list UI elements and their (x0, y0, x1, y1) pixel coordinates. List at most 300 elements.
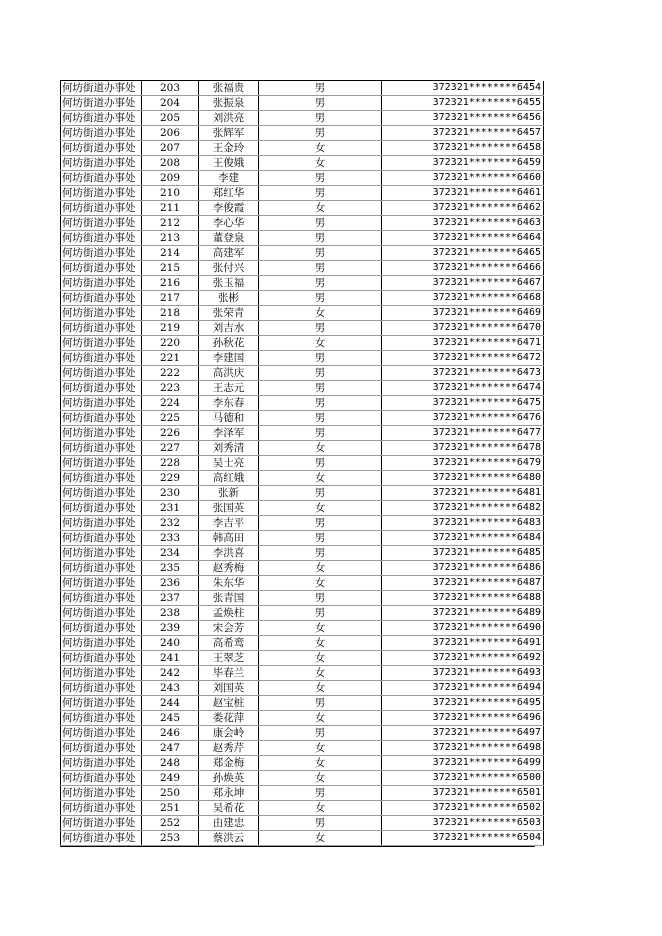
office-cell[interactable]: 何坊街道办事处 (61, 471, 142, 486)
office-cell[interactable]: 何坊街道办事处 (61, 126, 142, 141)
id-number-cell[interactable]: 372321********6480 (382, 471, 544, 486)
office-cell[interactable]: 何坊街道办事处 (61, 411, 142, 426)
id-number-cell[interactable]: 372321********6484 (382, 531, 544, 546)
table-row (61, 396, 544, 411)
table-row (61, 336, 544, 351)
person-name-cell[interactable]: 张付兴 (199, 261, 259, 276)
person-name-cell[interactable]: 李东春 (199, 396, 259, 411)
table-row (61, 171, 544, 186)
table-row (61, 801, 544, 816)
id-number-cell[interactable]: 372321********6454 (382, 81, 544, 96)
serial-number-cell[interactable]: 208 (142, 156, 199, 171)
table-row (61, 756, 544, 771)
office-cell[interactable]: 何坊街道办事处 (61, 291, 142, 306)
gender-cell[interactable]: 男 (259, 411, 382, 426)
id-number-cell[interactable]: 372321********6459 (382, 156, 544, 171)
table-row (61, 471, 544, 486)
table-row (61, 111, 544, 126)
office-cell[interactable]: 何坊街道办事处 (61, 741, 142, 756)
gender-cell[interactable]: 男 (259, 246, 382, 261)
table-row (61, 351, 544, 366)
serial-number-cell[interactable]: 216 (142, 276, 199, 291)
person-name-cell[interactable]: 朱东华 (199, 576, 259, 591)
person-name-cell[interactable]: 韩高田 (199, 531, 259, 546)
id-number-cell[interactable]: 372321********6496 (382, 711, 544, 726)
serial-number-cell[interactable]: 250 (142, 786, 199, 801)
serial-number-cell[interactable]: 244 (142, 696, 199, 711)
id-number-cell[interactable]: 372321********6498 (382, 741, 544, 756)
gender-cell[interactable]: 女 (259, 501, 382, 516)
person-name-cell[interactable]: 孙焕英 (199, 771, 259, 786)
serial-number-cell[interactable]: 218 (142, 306, 199, 321)
gender-cell[interactable]: 女 (259, 441, 382, 456)
office-cell[interactable]: 何坊街道办事处 (61, 171, 142, 186)
gender-cell[interactable]: 女 (259, 711, 382, 726)
serial-number-cell[interactable]: 238 (142, 606, 199, 621)
serial-number-cell[interactable]: 203 (142, 81, 199, 96)
person-name-cell[interactable]: 张国英 (199, 501, 259, 516)
person-name-cell[interactable]: 李建 (199, 171, 259, 186)
gender-cell[interactable]: 男 (259, 171, 382, 186)
gender-cell[interactable]: 男 (259, 366, 382, 381)
gender-cell[interactable]: 男 (259, 381, 382, 396)
serial-number-cell[interactable]: 251 (142, 801, 199, 816)
gender-cell[interactable]: 女 (259, 141, 382, 156)
gender-cell[interactable]: 女 (259, 621, 382, 636)
id-number-cell[interactable]: 372321********6503 (382, 816, 544, 831)
serial-number-cell[interactable]: 210 (142, 186, 199, 201)
gender-cell[interactable]: 女 (259, 576, 382, 591)
gender-cell[interactable]: 男 (259, 261, 382, 276)
gender-cell[interactable]: 男 (259, 786, 382, 801)
table-row (61, 321, 544, 336)
office-cell[interactable]: 何坊街道办事处 (61, 456, 142, 471)
gender-cell[interactable]: 女 (259, 561, 382, 576)
id-number-cell[interactable]: 372321********6469 (382, 306, 544, 321)
person-name-cell[interactable]: 张振泉 (199, 96, 259, 111)
office-cell[interactable]: 何坊街道办事处 (61, 666, 142, 681)
person-name-cell[interactable]: 李吉平 (199, 516, 259, 531)
office-cell[interactable]: 何坊街道办事处 (61, 366, 142, 381)
id-number-cell[interactable]: 372321********6470 (382, 321, 544, 336)
id-number-cell[interactable]: 372321********6493 (382, 666, 544, 681)
serial-number-cell[interactable]: 217 (142, 291, 199, 306)
person-name-cell[interactable]: 刘洪亮 (199, 111, 259, 126)
serial-number-cell[interactable]: 227 (142, 441, 199, 456)
office-cell[interactable]: 何坊街道办事处 (61, 546, 142, 561)
table-row (61, 606, 544, 621)
gender-cell[interactable]: 女 (259, 651, 382, 666)
id-number-cell[interactable]: 372321********6501 (382, 786, 544, 801)
office-cell[interactable]: 何坊街道办事处 (61, 426, 142, 441)
serial-number-cell[interactable]: 245 (142, 711, 199, 726)
id-number-cell[interactable]: 372321********6474 (382, 381, 544, 396)
table-row (61, 366, 544, 381)
person-name-cell[interactable]: 毕春兰 (199, 666, 259, 681)
id-number-cell[interactable]: 372321********6458 (382, 141, 544, 156)
office-cell[interactable]: 何坊街道办事处 (61, 156, 142, 171)
gender-cell[interactable]: 女 (259, 681, 382, 696)
serial-number-cell[interactable]: 229 (142, 471, 199, 486)
person-name-cell[interactable]: 刘吉水 (199, 321, 259, 336)
table-row (61, 306, 544, 321)
gender-cell[interactable]: 男 (259, 426, 382, 441)
id-number-cell[interactable]: 372321********6463 (382, 216, 544, 231)
office-cell[interactable]: 何坊街道办事处 (61, 726, 142, 741)
person-name-cell[interactable]: 郑永坤 (199, 786, 259, 801)
office-cell[interactable]: 何坊街道办事处 (61, 576, 142, 591)
spreadsheet-table (60, 80, 541, 847)
person-name-cell[interactable]: 张青国 (199, 591, 259, 606)
person-name-cell[interactable]: 郑红华 (199, 186, 259, 201)
id-number-cell[interactable]: 372321********6487 (382, 576, 544, 591)
table-row (61, 546, 544, 561)
office-cell[interactable]: 何坊街道办事处 (61, 351, 142, 366)
gender-cell[interactable]: 男 (259, 186, 382, 201)
person-name-cell[interactable]: 李建国 (199, 351, 259, 366)
serial-number-cell[interactable]: 214 (142, 246, 199, 261)
office-cell[interactable]: 何坊街道办事处 (61, 396, 142, 411)
serial-number-cell[interactable]: 225 (142, 411, 199, 426)
person-name-cell[interactable]: 高洪庆 (199, 366, 259, 381)
person-name-cell[interactable]: 孟焕柱 (199, 606, 259, 621)
table-row (61, 831, 544, 846)
id-number-cell[interactable]: 372321********6477 (382, 426, 544, 441)
id-number-cell[interactable]: 372321********6468 (382, 291, 544, 306)
office-cell[interactable]: 何坊街道办事处 (61, 186, 142, 201)
person-name-cell[interactable]: 吴士亮 (199, 456, 259, 471)
person-name-cell[interactable]: 康会岭 (199, 726, 259, 741)
gender-cell[interactable]: 男 (259, 276, 382, 291)
id-number-cell[interactable]: 372321********6473 (382, 366, 544, 381)
office-cell[interactable]: 何坊街道办事处 (61, 636, 142, 651)
table-row (61, 246, 544, 261)
office-cell[interactable]: 何坊街道办事处 (61, 231, 142, 246)
gender-cell[interactable]: 女 (259, 831, 382, 846)
table-row (61, 81, 544, 96)
serial-number-cell[interactable]: 243 (142, 681, 199, 696)
office-cell[interactable]: 何坊街道办事处 (61, 561, 142, 576)
person-name-cell[interactable]: 赵秀芹 (199, 741, 259, 756)
office-cell[interactable]: 何坊街道办事处 (61, 681, 142, 696)
person-name-cell[interactable]: 王俊娥 (199, 156, 259, 171)
person-name-cell[interactable]: 高希鸾 (199, 636, 259, 651)
serial-number-cell[interactable]: 235 (142, 561, 199, 576)
person-name-cell[interactable]: 李俊霞 (199, 201, 259, 216)
serial-number-cell[interactable]: 223 (142, 381, 199, 396)
office-cell[interactable]: 何坊街道办事处 (61, 96, 142, 111)
gender-cell[interactable]: 男 (259, 216, 382, 231)
gender-cell[interactable]: 男 (259, 96, 382, 111)
table-row (61, 276, 544, 291)
table-row (61, 816, 544, 831)
office-cell[interactable]: 何坊街道办事处 (61, 591, 142, 606)
serial-number-cell[interactable]: 247 (142, 741, 199, 756)
id-number-cell[interactable]: 372321********6471 (382, 336, 544, 351)
table-row (61, 261, 544, 276)
office-cell[interactable]: 何坊街道办事处 (61, 801, 142, 816)
table-row (61, 141, 544, 156)
table-row (61, 411, 544, 426)
serial-number-cell[interactable]: 239 (142, 621, 199, 636)
person-name-cell[interactable]: 赵宝桩 (199, 696, 259, 711)
serial-number-cell[interactable]: 234 (142, 546, 199, 561)
roster-table (60, 81, 544, 846)
serial-number-cell[interactable]: 231 (142, 501, 199, 516)
id-number-cell[interactable]: 372321********6475 (382, 396, 544, 411)
serial-number-cell[interactable]: 209 (142, 171, 199, 186)
id-number-cell[interactable]: 372321********6494 (382, 681, 544, 696)
gender-cell[interactable]: 女 (259, 801, 382, 816)
table-body (61, 81, 544, 846)
person-name-cell[interactable]: 蔡洪云 (199, 831, 259, 846)
gender-cell[interactable]: 男 (259, 231, 382, 246)
office-cell[interactable]: 何坊街道办事处 (61, 756, 142, 771)
person-name-cell[interactable]: 孙秋花 (199, 336, 259, 351)
office-cell[interactable]: 何坊街道办事处 (61, 501, 142, 516)
person-name-cell[interactable]: 宋会芳 (199, 621, 259, 636)
person-name-cell[interactable]: 李心华 (199, 216, 259, 231)
serial-number-cell[interactable]: 219 (142, 321, 199, 336)
gender-cell[interactable]: 男 (259, 546, 382, 561)
person-name-cell[interactable]: 郑金梅 (199, 756, 259, 771)
gender-cell[interactable]: 女 (259, 666, 382, 681)
serial-number-cell[interactable]: 248 (142, 756, 199, 771)
serial-number-cell[interactable]: 211 (142, 201, 199, 216)
serial-number-cell[interactable]: 224 (142, 396, 199, 411)
id-number-cell[interactable]: 372321********6502 (382, 801, 544, 816)
office-cell[interactable]: 何坊街道办事处 (61, 306, 142, 321)
id-number-cell[interactable]: 372321********6497 (382, 726, 544, 741)
serial-number-cell[interactable]: 232 (142, 516, 199, 531)
gender-cell[interactable]: 男 (259, 81, 382, 96)
person-name-cell[interactable]: 李洪喜 (199, 546, 259, 561)
gender-cell[interactable]: 男 (259, 606, 382, 621)
table-row (61, 561, 544, 576)
gender-cell[interactable]: 女 (259, 771, 382, 786)
table-row (61, 231, 544, 246)
table-row (61, 531, 544, 546)
person-name-cell[interactable]: 王志元 (199, 381, 259, 396)
office-cell[interactable]: 何坊街道办事处 (61, 276, 142, 291)
table-row (61, 636, 544, 651)
gender-cell[interactable]: 男 (259, 726, 382, 741)
gender-cell[interactable]: 男 (259, 126, 382, 141)
id-number-cell[interactable]: 372321********6495 (382, 696, 544, 711)
id-number-cell[interactable]: 372321********6489 (382, 606, 544, 621)
gender-cell[interactable]: 女 (259, 756, 382, 771)
gender-cell[interactable]: 男 (259, 396, 382, 411)
office-cell[interactable]: 何坊街道办事处 (61, 111, 142, 126)
id-number-cell[interactable]: 372321********6488 (382, 591, 544, 606)
office-cell[interactable]: 何坊街道办事处 (61, 441, 142, 456)
table-row (61, 186, 544, 201)
id-number-cell[interactable]: 372321********6457 (382, 126, 544, 141)
person-name-cell[interactable]: 张辉军 (199, 126, 259, 141)
serial-number-cell[interactable]: 206 (142, 126, 199, 141)
person-name-cell[interactable]: 张新 (199, 486, 259, 501)
serial-number-cell[interactable]: 233 (142, 531, 199, 546)
person-name-cell[interactable]: 由建忠 (199, 816, 259, 831)
table-row (61, 696, 544, 711)
table-row (61, 621, 544, 636)
id-number-cell[interactable]: 372321********6466 (382, 261, 544, 276)
gender-cell[interactable]: 女 (259, 156, 382, 171)
table-row (61, 651, 544, 666)
serial-number-cell[interactable]: 212 (142, 216, 199, 231)
office-cell[interactable]: 何坊街道办事处 (61, 141, 142, 156)
gender-cell[interactable]: 男 (259, 516, 382, 531)
serial-number-cell[interactable]: 242 (142, 666, 199, 681)
person-name-cell[interactable]: 赵秀梅 (199, 561, 259, 576)
person-name-cell[interactable]: 张玉福 (199, 276, 259, 291)
id-number-cell[interactable]: 372321********6476 (382, 411, 544, 426)
serial-number-cell[interactable]: 246 (142, 726, 199, 741)
serial-number-cell[interactable]: 226 (142, 426, 199, 441)
gender-cell[interactable]: 女 (259, 201, 382, 216)
serial-number-cell[interactable]: 241 (142, 651, 199, 666)
id-number-cell[interactable]: 372321********6472 (382, 351, 544, 366)
id-number-cell[interactable]: 372321********6504 (382, 831, 544, 846)
person-name-cell[interactable]: 吴希花 (199, 801, 259, 816)
id-number-cell[interactable]: 372321********6485 (382, 546, 544, 561)
office-cell[interactable]: 何坊街道办事处 (61, 651, 142, 666)
id-number-cell[interactable]: 372321********6482 (382, 501, 544, 516)
office-cell[interactable]: 何坊街道办事处 (61, 336, 142, 351)
person-name-cell[interactable]: 王翠芝 (199, 651, 259, 666)
id-number-cell[interactable]: 372321********6499 (382, 756, 544, 771)
serial-number-cell[interactable]: 220 (142, 336, 199, 351)
serial-number-cell[interactable]: 213 (142, 231, 199, 246)
serial-number-cell[interactable]: 204 (142, 96, 199, 111)
serial-number-cell[interactable]: 252 (142, 816, 199, 831)
id-number-cell[interactable]: 372321********6462 (382, 201, 544, 216)
id-number-cell[interactable]: 372321********6486 (382, 561, 544, 576)
table-row (61, 201, 544, 216)
office-cell[interactable]: 何坊街道办事处 (61, 711, 142, 726)
person-name-cell[interactable]: 张荣青 (199, 306, 259, 321)
gender-cell[interactable]: 女 (259, 636, 382, 651)
gender-cell[interactable]: 男 (259, 531, 382, 546)
id-number-cell[interactable]: 372321********6490 (382, 621, 544, 636)
gender-cell[interactable]: 女 (259, 336, 382, 351)
gender-cell[interactable]: 女 (259, 741, 382, 756)
table-row (61, 456, 544, 471)
table-row (61, 501, 544, 516)
serial-number-cell[interactable]: 228 (142, 456, 199, 471)
table-row (61, 216, 544, 231)
gender-cell[interactable]: 男 (259, 456, 382, 471)
office-cell[interactable]: 何坊街道办事处 (61, 486, 142, 501)
id-number-cell[interactable]: 372321********6481 (382, 486, 544, 501)
gender-cell[interactable]: 女 (259, 306, 382, 321)
person-name-cell[interactable]: 王金玲 (199, 141, 259, 156)
serial-number-cell[interactable]: 237 (142, 591, 199, 606)
serial-number-cell[interactable]: 236 (142, 576, 199, 591)
gender-cell[interactable]: 男 (259, 696, 382, 711)
person-name-cell[interactable]: 张彬 (199, 291, 259, 306)
person-name-cell[interactable]: 刘秀清 (199, 441, 259, 456)
gender-cell[interactable]: 男 (259, 816, 382, 831)
person-name-cell[interactable]: 张福贵 (199, 81, 259, 96)
gender-cell[interactable]: 男 (259, 111, 382, 126)
gender-cell[interactable]: 女 (259, 471, 382, 486)
serial-number-cell[interactable]: 253 (142, 831, 199, 846)
serial-number-cell[interactable]: 230 (142, 486, 199, 501)
person-name-cell[interactable]: 李泽军 (199, 426, 259, 441)
office-cell[interactable]: 何坊街道办事处 (61, 321, 142, 336)
id-number-cell[interactable]: 372321********6464 (382, 231, 544, 246)
gender-cell[interactable]: 男 (259, 351, 382, 366)
serial-number-cell[interactable]: 205 (142, 111, 199, 126)
id-number-cell[interactable]: 372321********6479 (382, 456, 544, 471)
office-cell[interactable]: 何坊街道办事处 (61, 81, 142, 96)
table-row (61, 381, 544, 396)
office-cell[interactable]: 何坊街道办事处 (61, 216, 142, 231)
id-number-cell[interactable]: 372321********6455 (382, 96, 544, 111)
table-row (61, 771, 544, 786)
id-number-cell[interactable]: 372321********6492 (382, 651, 544, 666)
id-number-cell[interactable]: 372321********6483 (382, 516, 544, 531)
table-row (61, 711, 544, 726)
person-name-cell[interactable]: 娄花萍 (199, 711, 259, 726)
id-number-cell[interactable]: 372321********6465 (382, 246, 544, 261)
serial-number-cell[interactable]: 240 (142, 636, 199, 651)
table-row (61, 291, 544, 306)
office-cell[interactable]: 何坊街道办事处 (61, 606, 142, 621)
person-name-cell[interactable]: 董登泉 (199, 231, 259, 246)
office-cell[interactable]: 何坊街道办事处 (61, 771, 142, 786)
table-row (61, 426, 544, 441)
office-cell[interactable]: 何坊街道办事处 (61, 696, 142, 711)
gender-cell[interactable]: 男 (259, 486, 382, 501)
gender-cell[interactable]: 男 (259, 591, 382, 606)
office-cell[interactable]: 何坊街道办事处 (61, 816, 142, 831)
gender-cell[interactable]: 男 (259, 321, 382, 336)
id-number-cell[interactable]: 372321********6467 (382, 276, 544, 291)
serial-number-cell[interactable]: 215 (142, 261, 199, 276)
id-number-cell[interactable]: 372321********6491 (382, 636, 544, 651)
serial-number-cell[interactable]: 207 (142, 141, 199, 156)
office-cell[interactable]: 何坊街道办事处 (61, 516, 142, 531)
person-name-cell[interactable]: 刘国英 (199, 681, 259, 696)
person-name-cell[interactable]: 马德和 (199, 411, 259, 426)
serial-number-cell[interactable]: 221 (142, 351, 199, 366)
office-cell[interactable]: 何坊街道办事处 (61, 381, 142, 396)
id-number-cell[interactable]: 372321********6461 (382, 186, 544, 201)
table-row (61, 576, 544, 591)
id-number-cell[interactable]: 372321********6460 (382, 171, 544, 186)
office-cell[interactable]: 何坊街道办事处 (61, 261, 142, 276)
person-name-cell[interactable]: 高红娥 (199, 471, 259, 486)
table-row (61, 786, 544, 801)
table-row (61, 516, 544, 531)
id-number-cell[interactable]: 372321********6456 (382, 111, 544, 126)
serial-number-cell[interactable]: 249 (142, 771, 199, 786)
id-number-cell[interactable]: 372321********6500 (382, 771, 544, 786)
serial-number-cell[interactable]: 222 (142, 366, 199, 381)
id-number-cell[interactable]: 372321********6478 (382, 441, 544, 456)
table-row (61, 441, 544, 456)
office-cell[interactable]: 何坊街道办事处 (61, 621, 142, 636)
office-cell[interactable]: 何坊街道办事处 (61, 246, 142, 261)
gender-cell[interactable]: 男 (259, 291, 382, 306)
person-name-cell[interactable]: 高建军 (199, 246, 259, 261)
office-cell[interactable]: 何坊街道办事处 (61, 531, 142, 546)
office-cell[interactable]: 何坊街道办事处 (61, 831, 142, 846)
office-cell[interactable]: 何坊街道办事处 (61, 786, 142, 801)
office-cell[interactable]: 何坊街道办事处 (61, 201, 142, 216)
